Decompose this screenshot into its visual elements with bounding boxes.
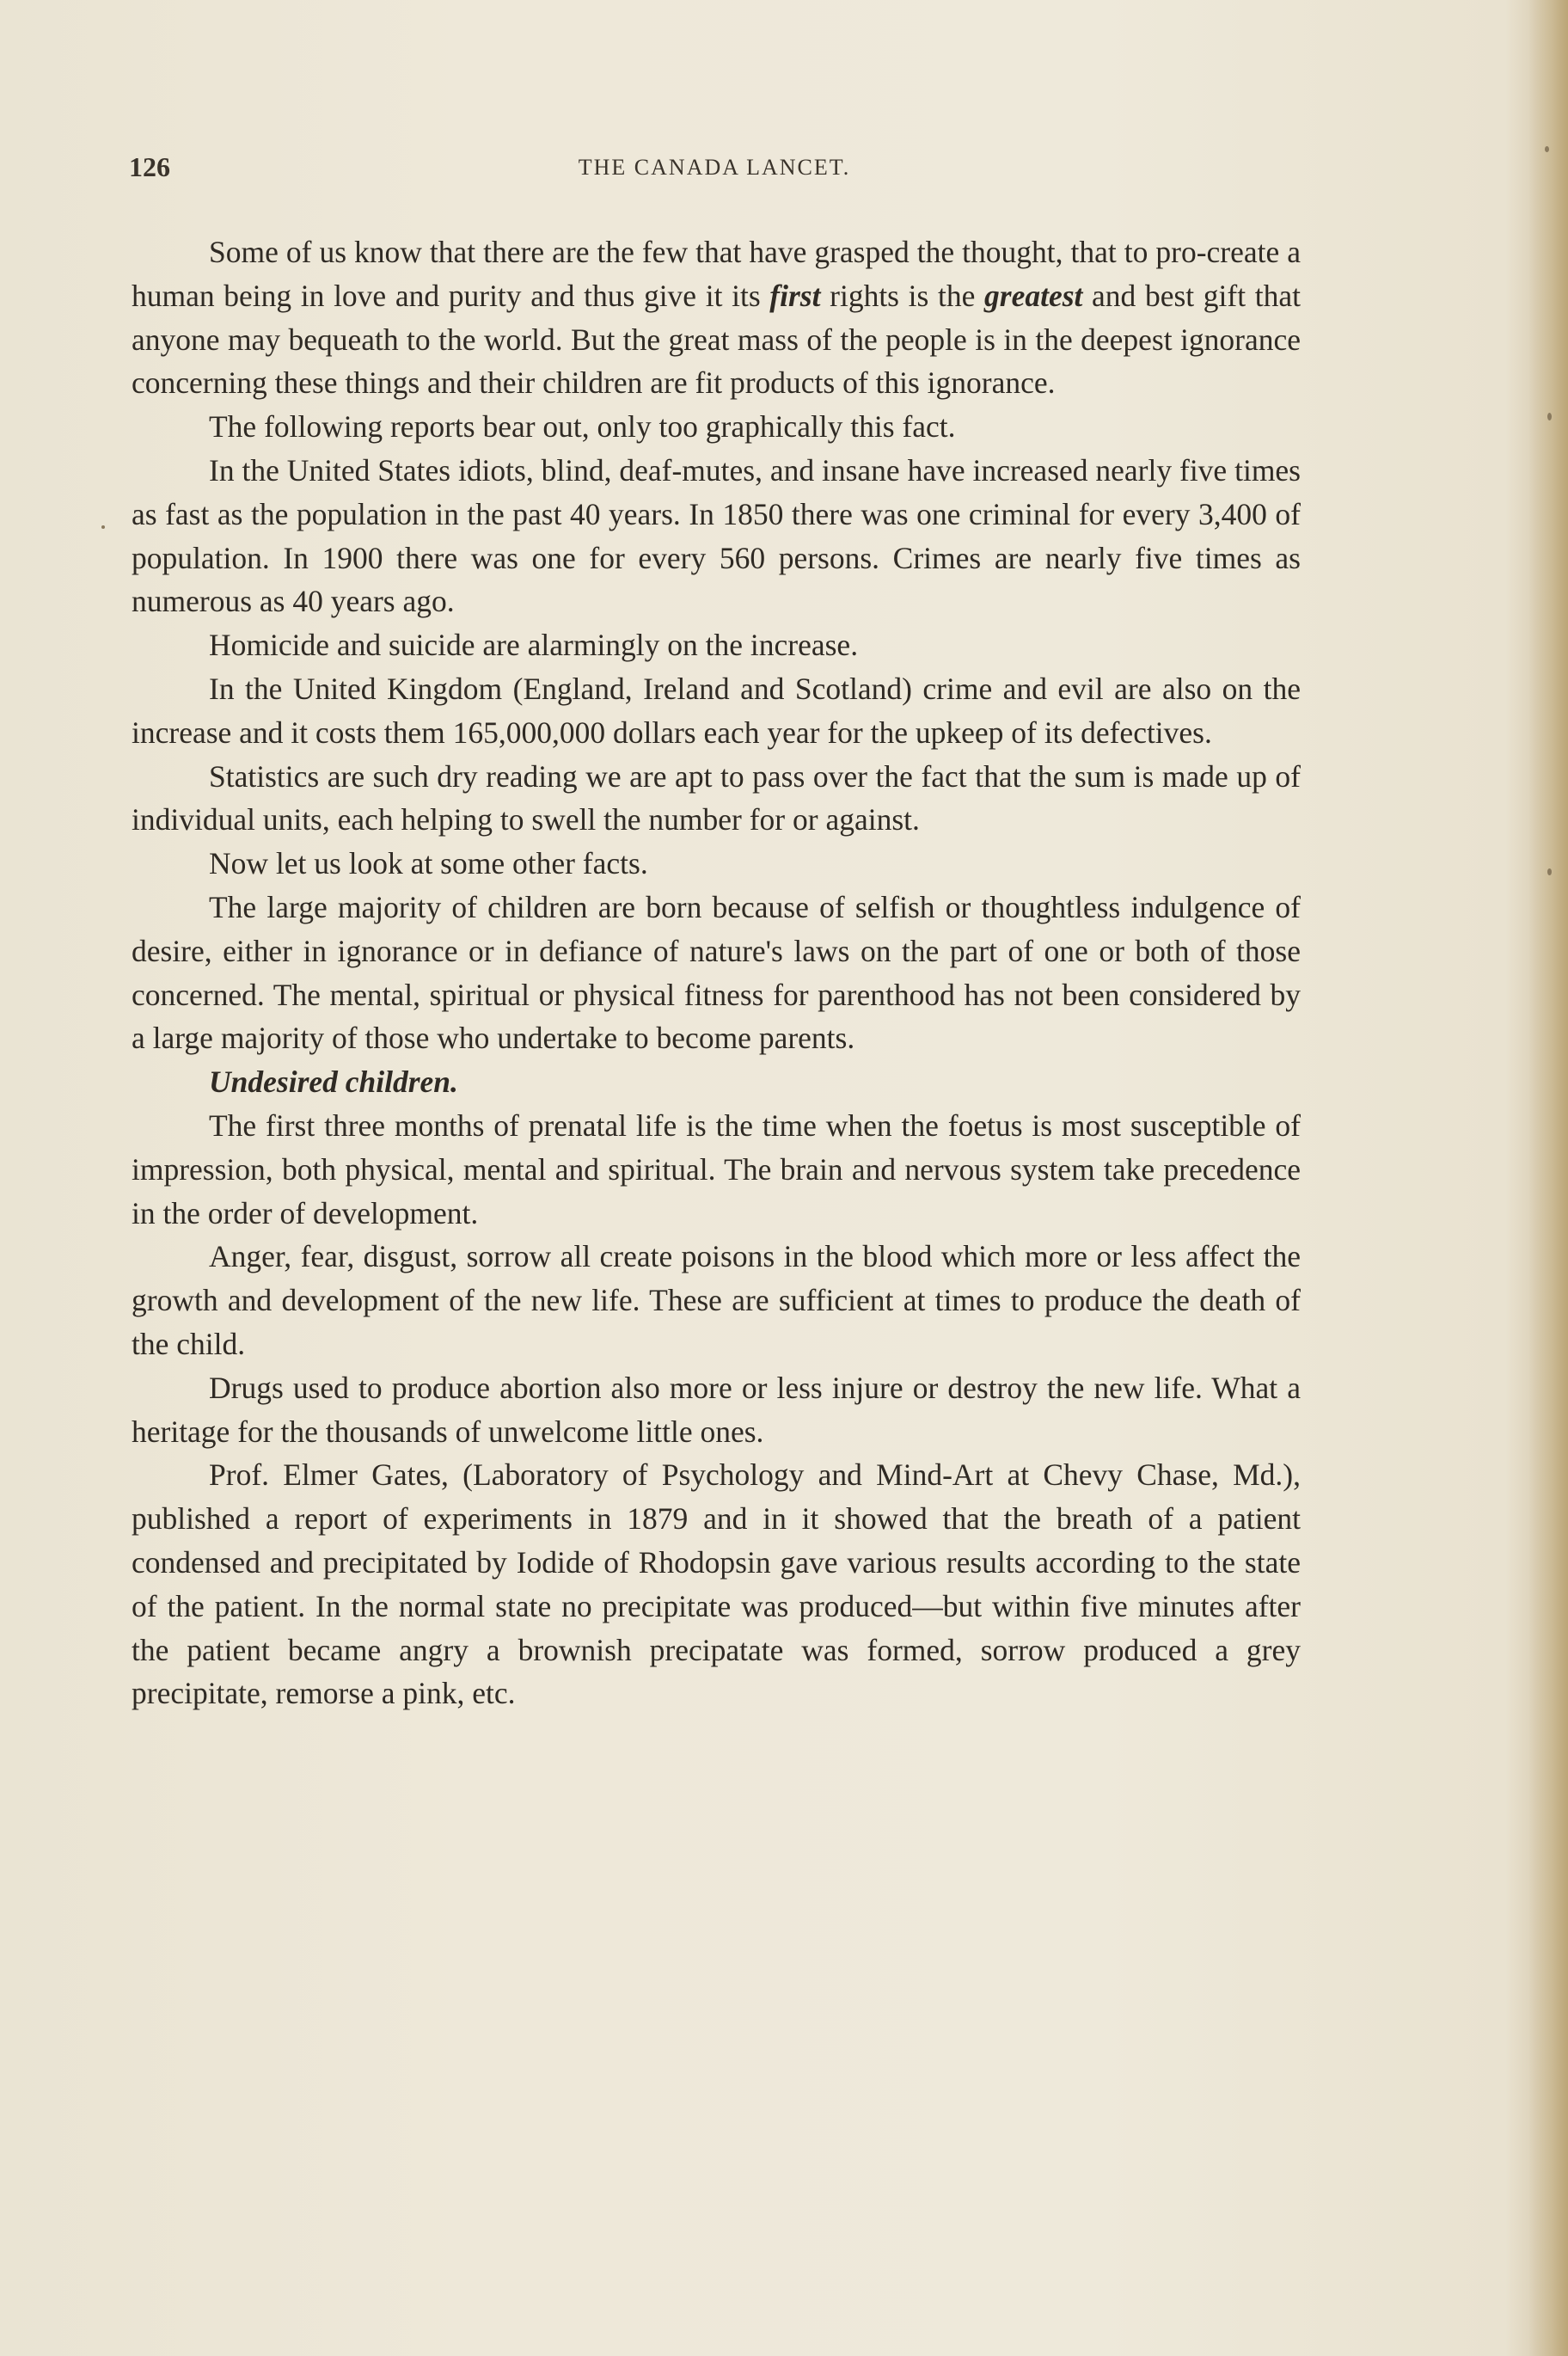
paragraph: Anger, fear, disgust, sorrow all create poisons in the blood which more or less affect the growth and development of the new life. These are sufficient at times to produce the death of the child. — [132, 1239, 1301, 1361]
paragraph-text: Some of us know that there are the few that have grasped the thought, that to pro-create a human being in love and purity and thus give it its — [132, 235, 1301, 313]
paragraph: Drugs used to produce abortion also more or less injure or destroy the new life. What a heritage for the thousands of unwelcome little ones. — [132, 1370, 1301, 1449]
paragraph: In the United States idiots, blind, deaf-mutes, and insane have increased nearly five times as fast as the population in the past 40 years. In 1850 there was one criminal for every 3,400 of population. In 1900 there was one for every 560 persons. Crimes are nearly five times as numerous as 40 years ago. — [132, 452, 1301, 619]
paragraph: The first three months of prenatal life is the time when the foetus is most susceptible of impression, both physical, mental and spiritual. The brain and nervous system take precedence in the order of development. — [132, 1107, 1301, 1230]
paragraph-text: rights is the — [820, 278, 985, 313]
paragraph: Homicide and suicide are alarmingly on the increase. — [209, 628, 859, 663]
paragraph: Now let us look at some other facts. — [209, 846, 648, 881]
running-head — [129, 151, 1300, 189]
speck — [1545, 146, 1549, 152]
speck — [1547, 413, 1552, 420]
paragraph — [132, 230, 1301, 405]
paragraph: In the United Kingdom (England, Ireland and Scotland) crime and evil are also on the increase and it costs them 165,000,000 dollars each year for the upkeep of its defectives. — [132, 671, 1301, 750]
paragraph: Prof. Elmer Gates, (Laboratory of Psychology and Mind-Art at Chevy Chase, Md.), published a report of experiments in 1879 and in it showed that the breath of a patient condensed and precipitated by Iodide of Rhodopsin gave various results according to the state of the patient. In the normal state no precipitate was produced—but within five minutes after the patient became angry a brownish precipatate was formed, sorrow produced a grey precipitate, remorse a pink, etc. — [132, 1457, 1301, 1711]
page-number: 126 — [129, 151, 170, 182]
emphasis-greatest: greatest — [984, 278, 1083, 313]
speck — [101, 525, 105, 529]
page-edge-shadow — [1528, 0, 1568, 2356]
paragraph: Statistics are such dry reading we are apt to pass over the fact that the sum is made up of individual units, each helping to swell the number for or against. — [132, 758, 1301, 837]
journal-title: THE CANADA LANCET. — [578, 155, 851, 180]
article-body — [132, 230, 1301, 1715]
subheading: Undesired children. — [209, 1064, 458, 1100]
paragraph: The large majority of children are born because of selfish or thoughtless indulgence of desire, either in ignorance or in defiance of nature's laws on the part of one or both of those concerned. The mental, spiritual or physical fitness for parenthood has not been considered by a large majority of those who undertake to become parents. — [132, 889, 1301, 1056]
paragraph: The following reports bear out, only too graphically this fact. — [209, 409, 956, 445]
paragraph-text: and best gift that anyone may bequeath to the world. But the great mass of the people is in the deepest ignorance concerning these things and their children are fit products of this ignorance. — [132, 278, 1301, 401]
emphasis-first: first — [769, 278, 821, 313]
speck — [1547, 868, 1552, 875]
